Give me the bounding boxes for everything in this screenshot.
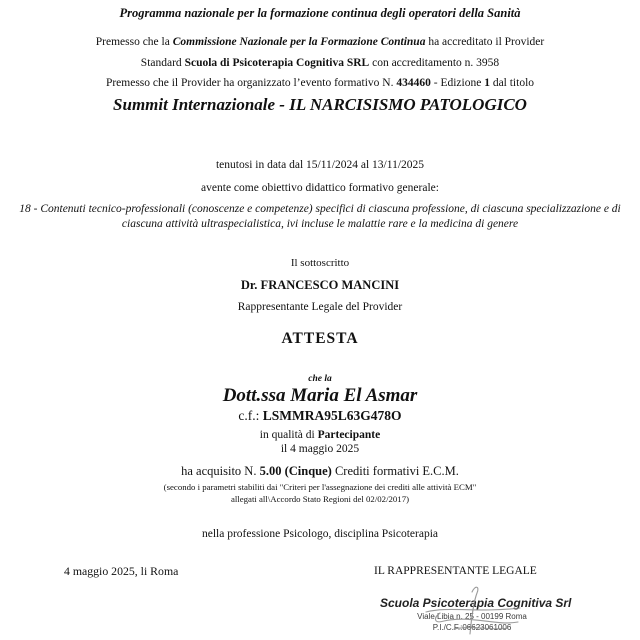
credits-note-1: (secondo i parametri stabiliti dai "Criteri per l'assegnazione dei crediti alle attività ECM" <box>163 482 477 492</box>
provider-name: Scuola di Psicoterapia Cognitiva SRL <box>184 57 370 69</box>
premesso-event-post: dal titolo <box>489 77 535 89</box>
place-and-date: 4 maggio 2025, li Roma <box>64 564 179 578</box>
event-organized-line <box>0 77 640 89</box>
premesso-commission-post: ha accreditato il Provider <box>425 36 545 48</box>
credits-line <box>0 464 640 479</box>
objective-text: 18 - Contenuti tecnico-professionali (conoscenze e competenze) specifici di ciascuna professione, di ciascuna specializzazione e di ciascuna attività ultraspecialistica, ivi incluse le malattie rare e la medicina di genere <box>19 203 621 230</box>
credits-note-2: allegati all\Accordo Stato Regioni del 02/02/2017) <box>230 494 410 504</box>
che-la-label: che la <box>308 374 332 384</box>
credits-value: 5.00 (Cinque) <box>259 464 332 478</box>
recipient-name: Dott.ssa Maria El Asmar <box>222 385 418 406</box>
quality-value: Partecipante <box>317 429 381 441</box>
signatory-name: Dr. FRANCESCO MANCINI <box>240 278 400 292</box>
premesso-event-pre: Premesso che il Provider ha organizzato l’evento formativo N. <box>105 77 397 89</box>
objective-intro: avente come obiettivo didattico formativo generale: <box>201 182 439 194</box>
attesta-heading: ATTESTA <box>281 330 359 347</box>
program-title: Programma nazionale per la formazione continua degli operatori della Sanità <box>119 6 521 20</box>
credits-post: Crediti formativi E.C.M. <box>331 464 459 478</box>
profession-line: nella professione Psicologo, disciplina Psicoterapia <box>201 528 439 540</box>
provider-accreditation-line <box>0 57 640 69</box>
standard-pre: Standard <box>140 57 185 69</box>
provider-stamp <box>380 596 572 632</box>
premesso-commission-pre: Premesso che la <box>95 36 173 48</box>
event-edition: 1 <box>484 77 490 89</box>
fiscal-code-value: LSMMRA95L63G478O <box>262 408 402 423</box>
premesso-commission-line <box>0 36 640 48</box>
credits-pre: ha acquisito N. <box>181 464 260 478</box>
signatory-intro: Il sottoscritto <box>290 257 350 269</box>
signatory-role: Rappresentante Legale del Provider <box>237 301 403 313</box>
event-title: Summit Internazionale - IL NARCISISMO PATOLOGICO <box>113 95 527 114</box>
legal-representative-title: IL RAPPRESENTANTE LEGALE <box>374 565 537 577</box>
event-number: 434460 <box>396 77 431 89</box>
quality-line <box>0 429 640 441</box>
stamp-vat-number: P.I./C.F.:06623061006 <box>432 623 512 632</box>
premesso-event-mid: - Edizione <box>430 77 485 89</box>
stamp-company-name: Scuola Psicoterapia Cognitiva Srl <box>380 596 572 610</box>
event-dates: tenutosi in data dal 15/11/2024 al 13/11/2025 <box>215 159 425 171</box>
stamp-address: Viale Libia n. 25 - 00199 Roma <box>417 612 527 621</box>
quality-pre: in qualità di <box>259 429 318 441</box>
commission-name: Commissione Nazionale per la Formazione Continua <box>172 36 426 48</box>
attendance-date: il 4 maggio 2025 <box>280 443 360 455</box>
fiscal-code-label: c.f.: <box>238 408 263 423</box>
standard-post: con accreditamento n. 3958 <box>369 57 500 69</box>
fiscal-code-line <box>0 408 640 424</box>
